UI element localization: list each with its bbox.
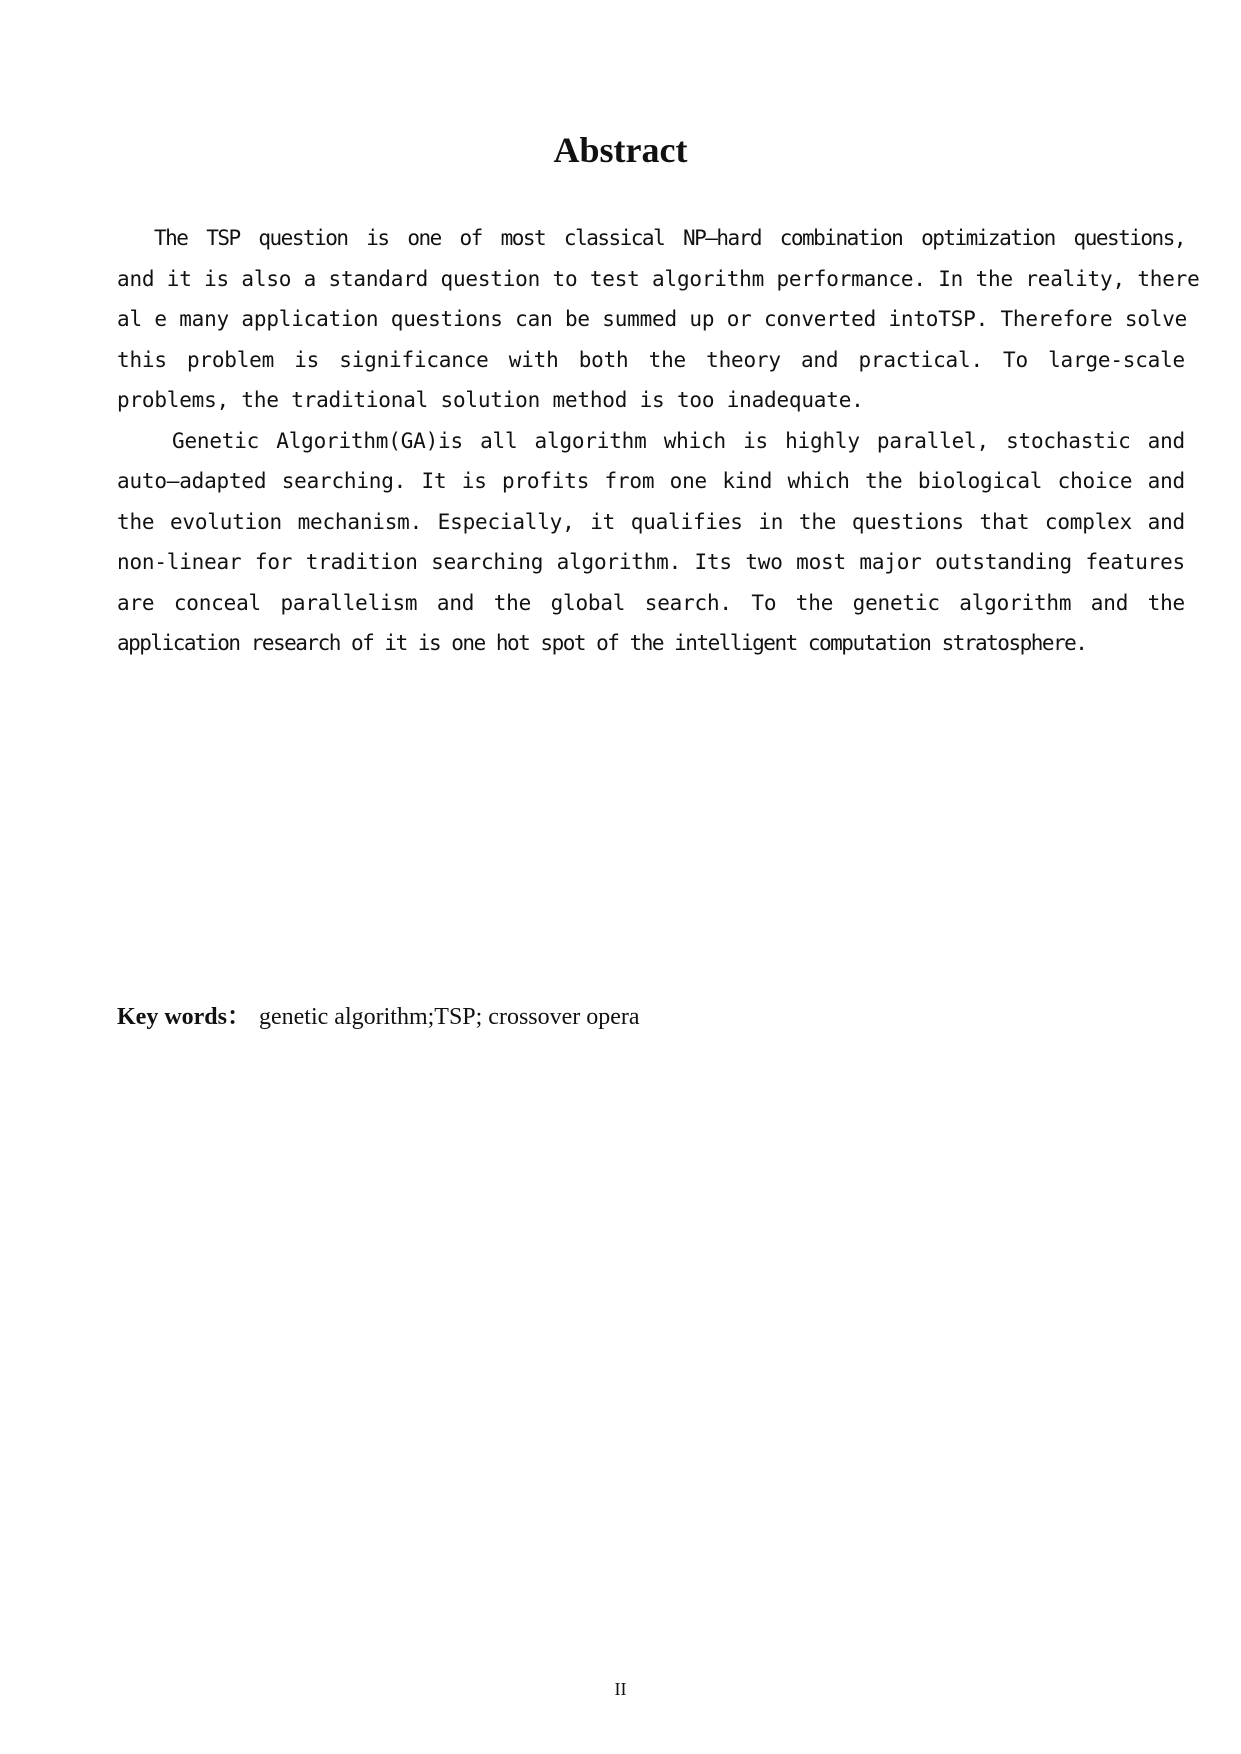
keywords-label: Key words： xyxy=(117,1004,251,1030)
abstract-line-8: the evolution mechanism. Especially, it qualifies in the questions that complex and xyxy=(117,509,1185,534)
keywords-line xyxy=(117,1001,640,1033)
abstract-body xyxy=(117,218,1200,664)
abstract-line-6: Genetic Algorithm(GA)is all algorithm which is highly parallel, stochastic and xyxy=(172,428,1185,453)
abstract-line-7: auto—adapted searching. It is profits from one kind which the biological choice and xyxy=(117,469,1185,493)
page-title: Abstract xyxy=(553,130,688,170)
abstract-line-11: application research of it is one hot spot of the intelligent computation stratosphere. xyxy=(117,631,1087,655)
abstract-line-9: non-linear for tradition searching algorithm. Its two most major outstanding features xyxy=(117,550,1185,574)
abstract-line-2: and it is also a standard question to test algorithm performance. In the reality, there xyxy=(117,266,1200,291)
keywords-value: genetic algorithm;TSP; crossover opera xyxy=(259,1004,640,1030)
page-number: II xyxy=(614,1679,627,1699)
abstract-line-1: The TSP question is one of most classical NP—hard combination optimization questions, xyxy=(154,226,1185,250)
abstract-line-4: this problem is significance with both the theory and practical. To large-scale xyxy=(117,347,1185,372)
abstract-line-10: are conceal parallelism and the global search. To the genetic algorithm and the xyxy=(117,590,1185,615)
abstract-line-3: al e many application questions can be summed up or converted intoTSP. Therefore solve xyxy=(117,307,1188,331)
abstract-line-5: problems, the traditional solution method is too inadequate. xyxy=(117,388,864,412)
